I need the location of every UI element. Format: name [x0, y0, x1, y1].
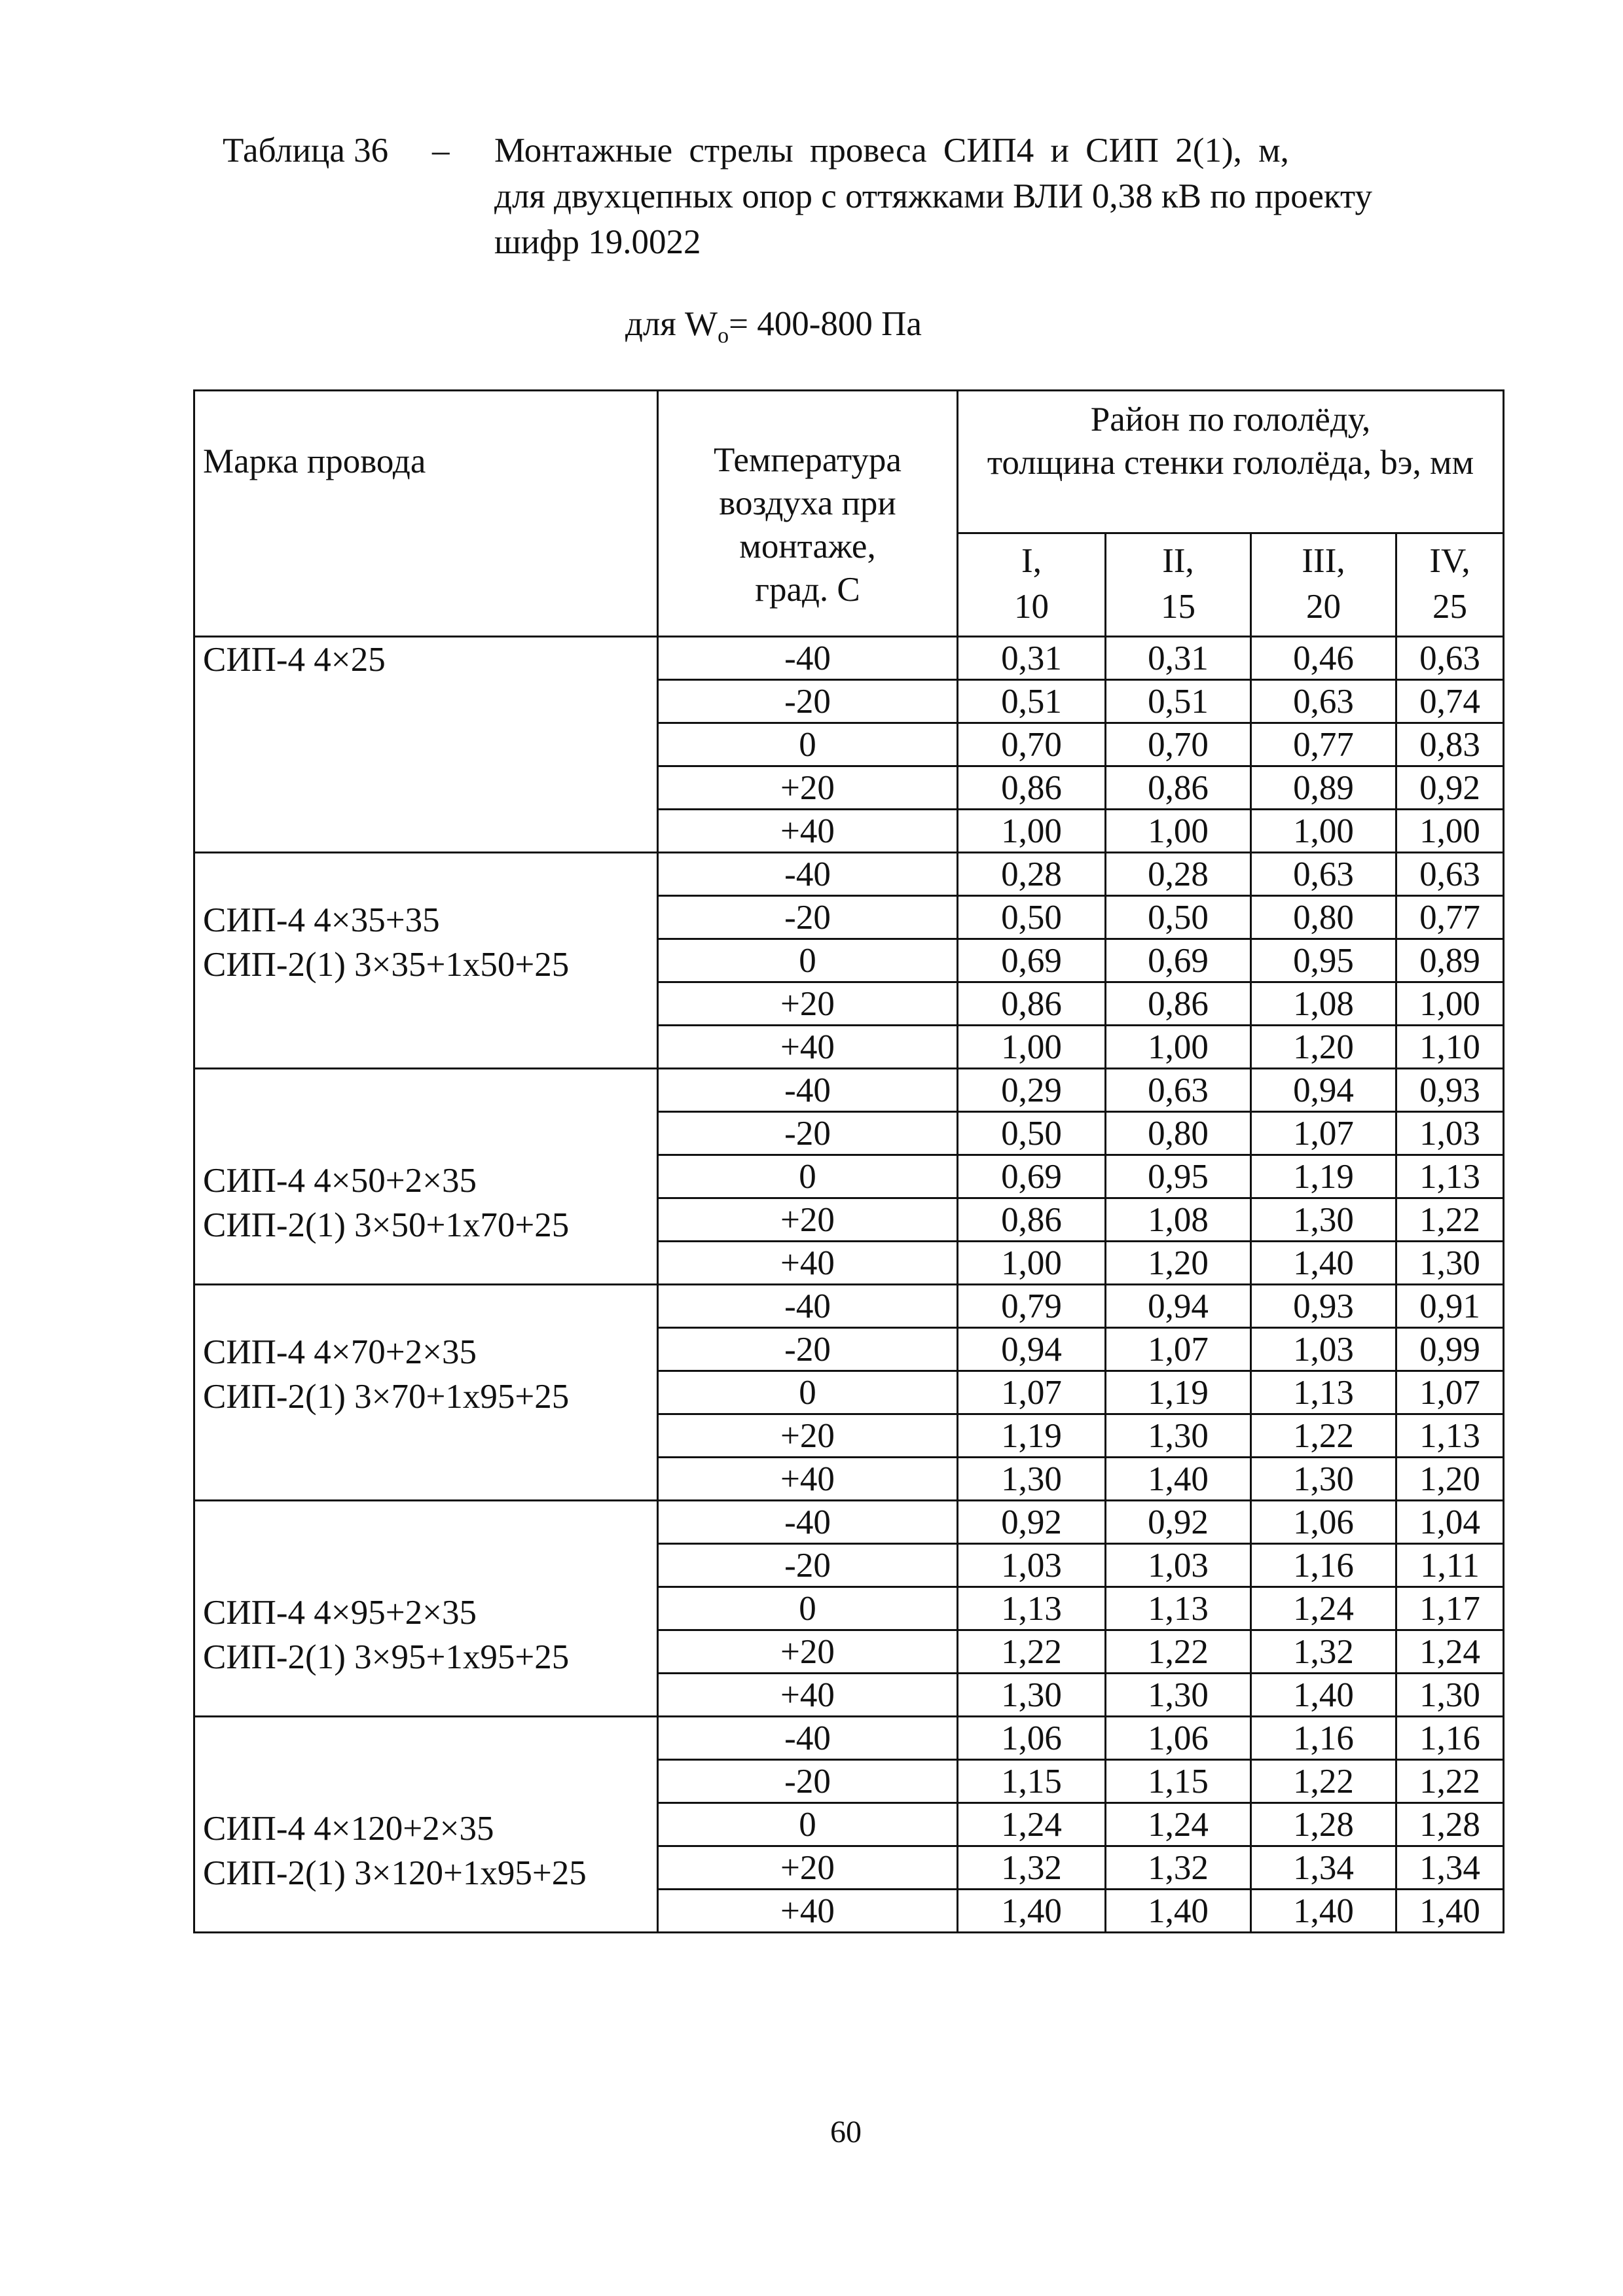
sag-table [193, 389, 1504, 1933]
sag-value-cell: 1,06 [1251, 1501, 1396, 1544]
temperature-cell: -40 [658, 1501, 958, 1544]
sag-value-cell: 1,40 [1251, 1890, 1396, 1933]
region-roman: IV, [1429, 542, 1470, 580]
region-mm: 15 [1161, 588, 1195, 626]
table-row [194, 853, 1504, 896]
header-region-2 [1106, 533, 1251, 637]
header-ice-region [958, 391, 1504, 533]
temperature-cell: -20 [658, 1328, 958, 1371]
sag-value-cell: 1,24 [1396, 1630, 1504, 1674]
wire-brand-line: СИП-2(1) 3×95+1x95+25 [203, 1638, 570, 1676]
header-temperature [658, 391, 958, 637]
sag-value-cell: 0,63 [1251, 853, 1396, 896]
region-roman: III, [1302, 542, 1345, 580]
sag-value-cell: 0,28 [1106, 853, 1251, 896]
sag-value-cell: 1,16 [1396, 1717, 1504, 1760]
header-region-line: Район по гололёду, [1090, 401, 1371, 439]
sag-value-cell: 0,93 [1251, 1285, 1396, 1328]
sag-value-cell: 1,40 [1251, 1242, 1396, 1285]
sag-value-cell: 1,07 [1396, 1371, 1504, 1414]
temperature-cell: -40 [658, 1069, 958, 1112]
sag-value-cell: 1,32 [1251, 1630, 1396, 1674]
temperature-cell: 0 [658, 723, 958, 766]
sag-value-cell: 1,00 [1396, 810, 1504, 853]
table-row [194, 637, 1504, 680]
table-caption-dash: – [432, 132, 450, 170]
temperature-cell: -20 [658, 1760, 958, 1803]
sag-value-cell: 1,22 [1396, 1198, 1504, 1242]
temperature-cell: +40 [658, 1674, 958, 1717]
temperature-cell: -40 [658, 1285, 958, 1328]
header-region-4 [1396, 533, 1504, 637]
sag-value-cell: 1,13 [1396, 1155, 1504, 1198]
header-temperature-line: град. С [755, 571, 860, 609]
sag-value-cell: 0,92 [1396, 766, 1504, 810]
header-region-3 [1251, 533, 1396, 637]
temperature-cell: +40 [658, 1026, 958, 1069]
sag-value-cell: 0,92 [958, 1501, 1106, 1544]
sag-value-cell: 1,11 [1396, 1544, 1504, 1587]
sag-value-cell: 0,50 [1106, 896, 1251, 939]
sag-value-cell: 1,07 [958, 1371, 1106, 1414]
temperature-cell: +40 [658, 1242, 958, 1285]
sag-value-cell: 0,70 [1106, 723, 1251, 766]
sag-value-cell: 0,50 [958, 1112, 1106, 1155]
sag-value-cell: 1,30 [1396, 1674, 1504, 1717]
header-region-line: толщина стенки гололёда, bэ, мм [987, 444, 1474, 482]
wire-brand-line: СИП-4 4×120+2×35 [203, 1810, 494, 1848]
sag-value-cell: 1,07 [1251, 1112, 1396, 1155]
sag-value-cell: 0,94 [1106, 1285, 1251, 1328]
sag-value-cell: 0,86 [1106, 766, 1251, 810]
temperature-cell: +40 [658, 1458, 958, 1501]
sag-value-cell: 1,04 [1396, 1501, 1504, 1544]
temperature-cell: +20 [658, 982, 958, 1026]
sag-value-cell: 0,63 [1396, 853, 1504, 896]
temperature-cell: -20 [658, 1112, 958, 1155]
sag-value-cell: 1,13 [958, 1587, 1106, 1630]
sag-value-cell: 1,17 [1396, 1587, 1504, 1630]
temperature-cell: -20 [658, 896, 958, 939]
sag-value-cell: 1,20 [1251, 1026, 1396, 1069]
sag-value-cell: 0,79 [958, 1285, 1106, 1328]
table-caption-text [494, 128, 1516, 265]
sag-value-cell: 1,28 [1396, 1803, 1504, 1846]
subtitle-subscript: о [718, 323, 729, 348]
temperature-cell: -40 [658, 637, 958, 680]
sag-value-cell: 1,19 [958, 1414, 1106, 1458]
sag-value-cell: 0,28 [958, 853, 1106, 896]
sag-value-cell: 1,16 [1251, 1544, 1396, 1587]
temperature-cell: -40 [658, 853, 958, 896]
sag-value-cell: 1,16 [1251, 1717, 1396, 1760]
sag-value-cell: 0,69 [958, 1155, 1106, 1198]
temperature-cell: +20 [658, 1846, 958, 1890]
sag-value-cell: 1,10 [1396, 1026, 1504, 1069]
wire-brand-cell [194, 853, 658, 1069]
subtitle-suffix: = 400-800 Па [729, 305, 922, 343]
sag-value-cell: 0,29 [958, 1069, 1106, 1112]
sag-value-cell: 1,07 [1106, 1328, 1251, 1371]
sag-value-cell: 0,93 [1396, 1069, 1504, 1112]
sag-value-cell: 1,22 [1251, 1414, 1396, 1458]
sag-value-cell: 0,86 [1106, 982, 1251, 1026]
sag-value-cell: 0,95 [1106, 1155, 1251, 1198]
sag-value-cell: 0,94 [1251, 1069, 1396, 1112]
sag-value-cell: 1,22 [958, 1630, 1106, 1674]
sag-value-cell: 1,28 [1251, 1803, 1396, 1846]
sag-value-cell: 1,22 [1396, 1760, 1504, 1803]
sag-value-cell: 1,40 [958, 1890, 1106, 1933]
sag-value-cell: 1,22 [1106, 1630, 1251, 1674]
sag-value-cell: 1,34 [1251, 1846, 1396, 1890]
sag-value-cell: 1,13 [1251, 1371, 1396, 1414]
temperature-cell: 0 [658, 1371, 958, 1414]
sag-value-cell: 1,24 [958, 1803, 1106, 1846]
sag-value-cell: 1,40 [1106, 1458, 1251, 1501]
sag-value-cell: 1,06 [958, 1717, 1106, 1760]
sag-value-cell: 1,06 [1106, 1717, 1251, 1760]
sag-value-cell: 0,70 [958, 723, 1106, 766]
sag-value-cell: 0,69 [958, 939, 1106, 982]
sag-value-cell: 1,30 [1396, 1242, 1504, 1285]
temperature-cell: -40 [658, 1717, 958, 1760]
wire-brand-cell [194, 1501, 658, 1717]
sag-value-cell: 0,99 [1396, 1328, 1504, 1371]
sag-value-cell: 1,30 [958, 1674, 1106, 1717]
region-mm: 10 [1014, 588, 1049, 626]
sag-value-cell: 1,30 [1106, 1674, 1251, 1717]
sag-value-cell: 0,63 [1396, 637, 1504, 680]
temperature-cell: -20 [658, 1544, 958, 1587]
table-header [194, 391, 1504, 637]
table-caption-label: Таблица 36 [223, 132, 389, 170]
sag-value-cell: 1,34 [1396, 1846, 1504, 1890]
sag-value-cell: 1,03 [1396, 1112, 1504, 1155]
sag-value-cell: 0,86 [958, 982, 1106, 1026]
sag-value-cell: 1,30 [958, 1458, 1106, 1501]
sag-value-cell: 0,46 [1251, 637, 1396, 680]
sag-value-cell: 0,50 [958, 896, 1106, 939]
sag-value-cell: 1,13 [1396, 1414, 1504, 1458]
sag-value-cell: 1,20 [1106, 1242, 1251, 1285]
table-row [194, 1717, 1504, 1760]
sag-value-cell: 1,40 [1106, 1890, 1251, 1933]
sag-value-cell: 1,00 [1106, 810, 1251, 853]
sag-value-cell: 0,94 [958, 1328, 1106, 1371]
sag-value-cell: 1,32 [1106, 1846, 1251, 1890]
sag-value-cell: 1,30 [1106, 1414, 1251, 1458]
sag-value-cell: 1,08 [1106, 1198, 1251, 1242]
sag-value-cell: 1,03 [1106, 1544, 1251, 1587]
region-mm: 25 [1432, 588, 1468, 626]
sag-value-cell: 1,22 [1251, 1760, 1396, 1803]
temperature-cell: +20 [658, 766, 958, 810]
wire-brand-line: СИП-4 4×35+35 [203, 901, 440, 939]
temperature-cell: +20 [658, 1414, 958, 1458]
table-row [194, 1069, 1504, 1112]
wire-brand-line: СИП-4 4×70+2×35 [203, 1333, 477, 1371]
sag-value-cell: 1,00 [1251, 810, 1396, 853]
sag-value-cell: 1,13 [1106, 1587, 1251, 1630]
wire-brand-cell [194, 1717, 658, 1933]
wind-pressure-subtitle [625, 304, 922, 349]
sag-value-cell: 1,03 [1251, 1328, 1396, 1371]
subtitle-prefix: для W [625, 305, 718, 343]
sag-value-cell: 0,86 [958, 1198, 1106, 1242]
wire-brand-cell [194, 637, 658, 853]
sag-value-cell: 1,32 [958, 1846, 1106, 1890]
sag-value-cell: 0,80 [1251, 896, 1396, 939]
temperature-cell: 0 [658, 939, 958, 982]
sag-value-cell: 1,15 [958, 1760, 1106, 1803]
sag-value-cell: 0,63 [1106, 1069, 1251, 1112]
wire-brand-cell [194, 1285, 658, 1501]
wire-brand-cell [194, 1069, 658, 1285]
sag-value-cell: 0,63 [1251, 680, 1396, 723]
sag-value-cell: 0,89 [1396, 939, 1504, 982]
sag-value-cell: 1,24 [1106, 1803, 1251, 1846]
header-temperature-line: воздуха при [719, 484, 896, 522]
header-region-1 [958, 533, 1106, 637]
sag-value-cell: 0,77 [1396, 896, 1504, 939]
sag-value-cell: 0,69 [1106, 939, 1251, 982]
caption-line: для двухцепных опор с оттяжками ВЛИ 0,38 кВ по проекту [494, 177, 1372, 215]
temperature-cell: +20 [658, 1198, 958, 1242]
sag-value-cell: 1,03 [958, 1544, 1106, 1587]
sag-value-cell: 0,83 [1396, 723, 1504, 766]
wire-brand-line: СИП-2(1) 3×70+1x95+25 [203, 1378, 570, 1416]
header-temperature-line: монтаже, [739, 528, 876, 565]
sag-value-cell: 0,92 [1106, 1501, 1251, 1544]
temperature-cell: 0 [658, 1587, 958, 1630]
wire-brand-line: СИП-4 4×50+2×35 [203, 1162, 477, 1200]
temperature-cell: +40 [658, 810, 958, 853]
sag-value-cell: 0,31 [1106, 637, 1251, 680]
temperature-cell: +40 [658, 1890, 958, 1933]
sag-value-cell: 0,31 [958, 637, 1106, 680]
temperature-cell: +20 [658, 1630, 958, 1674]
table-row [194, 1501, 1504, 1544]
sag-value-cell: 0,95 [1251, 939, 1396, 982]
sag-value-cell: 1,00 [1396, 982, 1504, 1026]
sag-value-cell: 1,30 [1251, 1198, 1396, 1242]
sag-value-cell: 0,86 [958, 766, 1106, 810]
sag-value-cell: 1,00 [958, 1026, 1106, 1069]
sag-value-cell: 1,40 [1396, 1890, 1504, 1933]
region-roman: I, [1021, 542, 1042, 580]
wire-brand-line: СИП-2(1) 3×120+1x95+25 [203, 1854, 587, 1892]
sag-value-cell: 1,40 [1251, 1674, 1396, 1717]
region-mm: 20 [1306, 588, 1341, 626]
caption-line: шифр 19.0022 [494, 223, 701, 261]
sag-value-cell: 0,80 [1106, 1112, 1251, 1155]
table-body [194, 637, 1504, 1933]
header-temperature-line: Температура [714, 441, 902, 479]
sag-value-cell: 1,08 [1251, 982, 1396, 1026]
sag-value-cell: 1,19 [1106, 1371, 1251, 1414]
region-roman: II, [1162, 542, 1194, 580]
wire-brand-line: СИП-4 4×25 [203, 641, 386, 679]
sag-value-cell: 1,24 [1251, 1587, 1396, 1630]
temperature-cell: 0 [658, 1803, 958, 1846]
sag-value-cell: 1,00 [958, 810, 1106, 853]
table-row [194, 1285, 1504, 1328]
sag-value-cell: 0,77 [1251, 723, 1396, 766]
sag-value-cell: 0,89 [1251, 766, 1396, 810]
sag-value-cell: 1,20 [1396, 1458, 1504, 1501]
sag-value-cell: 0,74 [1396, 680, 1504, 723]
sag-value-cell: 0,51 [958, 680, 1106, 723]
page-number: 60 [830, 2115, 862, 2149]
sag-value-cell: 1,00 [1106, 1026, 1251, 1069]
caption-line: Монтажные стрелы провеса СИП4 и СИП 2(1), м, [494, 132, 1289, 170]
temperature-cell: -20 [658, 680, 958, 723]
temperature-cell: 0 [658, 1155, 958, 1198]
sag-value-cell: 1,00 [958, 1242, 1106, 1285]
sag-value-cell: 0,91 [1396, 1285, 1504, 1328]
wire-brand-line: СИП-2(1) 3×50+1x70+25 [203, 1206, 570, 1244]
sag-value-cell: 0,51 [1106, 680, 1251, 723]
sag-value-cell: 1,15 [1106, 1760, 1251, 1803]
sag-value-cell: 1,30 [1251, 1458, 1396, 1501]
wire-brand-line: СИП-2(1) 3×35+1x50+25 [203, 946, 570, 984]
wire-brand-line: СИП-4 4×95+2×35 [203, 1594, 477, 1632]
sag-value-cell: 1,19 [1251, 1155, 1396, 1198]
header-wire-brand: Марка провода [194, 391, 658, 637]
